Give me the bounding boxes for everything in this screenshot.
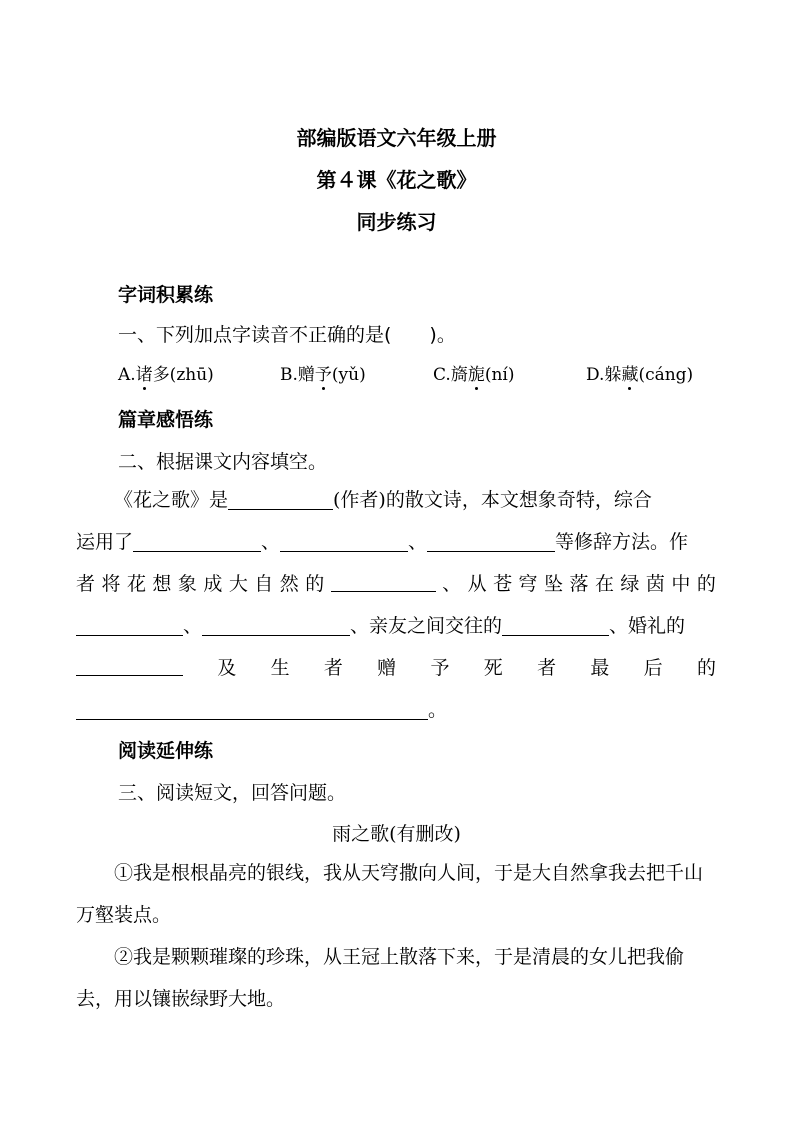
option-c-prefix: C.旖 (433, 365, 468, 385)
option-b-suffix: (yǔ) (331, 365, 366, 385)
fill-line-3 (76, 571, 716, 597)
option-a-dotted-char: 诸 (136, 360, 153, 385)
fill-line-2-text-a: 运用了 (76, 531, 134, 553)
fill-line-5-char: 及 (217, 657, 237, 679)
fill-line-5-char: 予 (430, 657, 450, 679)
passage-paragraph-1-text: ①我是根根晶亮的银线，我从天穹撒向人间，于是大自然拿我去把千山万壑装点。 (76, 862, 704, 926)
fill-line-2 (76, 529, 716, 555)
fill-line-3-char: 中 (671, 573, 691, 595)
option-c[interactable] (433, 360, 514, 385)
fill-line-3-char: 想 (152, 573, 172, 595)
fill-line-3-char: 在 (594, 573, 614, 595)
fill-line-5-char: 生 (270, 657, 290, 679)
metaphor-blank-5[interactable] (76, 655, 183, 676)
passage-paragraph-2 (76, 936, 716, 1020)
lesson-title: 第４课《花之歌》 (316, 168, 477, 192)
fill-line-3-char: 象 (177, 573, 197, 595)
metaphor-blank-1[interactable] (331, 571, 436, 592)
passage-paragraph-1 (76, 852, 716, 936)
fill-line-2-sep-1: 、 (261, 531, 281, 553)
fill-line-3-char: 茵 (645, 573, 665, 595)
fill-line-1-text-a: 《花之歌》是 (114, 489, 229, 511)
metaphor-blank-6[interactable] (76, 699, 428, 720)
fill-line-4-text-a: 、亲友之间交往的 (350, 615, 503, 637)
fill-line-3-char: 的 (305, 573, 325, 595)
option-b[interactable] (280, 360, 366, 385)
fill-line-4 (76, 613, 716, 639)
question-2: 二、根据课文内容填空。 (118, 451, 328, 473)
fill-line-3-char: 穹 (518, 573, 538, 595)
fill-line-3-char: 自 (254, 573, 274, 595)
option-a[interactable] (118, 360, 214, 385)
fill-line-3-char: 然 (279, 573, 299, 595)
fill-line-1-text-b: (作者)的散文诗，本文想象奇特，综合 (333, 489, 652, 511)
option-c-suffix: (ní) (484, 365, 515, 385)
fill-line-3-char: 绿 (620, 573, 640, 595)
fill-line-3-char: 从 (467, 573, 487, 595)
fill-line-3-char: 的 (696, 573, 716, 595)
fill-line-2-text-b: 等修辞方法。作 (555, 531, 689, 553)
question-1: 一、下列加点字读音不正确的是( )。 (118, 324, 456, 346)
option-b-prefix: B.赠 (280, 365, 315, 385)
metaphor-blank-3[interactable] (202, 615, 350, 636)
section-heading-vocabulary: 字词积累练 (118, 284, 214, 306)
option-d-suffix: (cáng) (638, 365, 694, 385)
option-a-prefix: A. (118, 365, 136, 385)
fill-line-3-char: 落 (569, 573, 589, 595)
passage-paragraph-2-text: ②我是颗颗璀璨的珍珠，从王冠上散落下来，于是清晨的女儿把我偷去，用以镶嵌绿野大地。 (76, 946, 685, 1010)
fill-line-5-char: 最 (590, 657, 610, 679)
fill-line-6-end: 。 (428, 699, 448, 721)
fill-line-6 (76, 697, 716, 723)
fill-line-3-char: 者 (76, 573, 96, 595)
author-blank[interactable] (228, 489, 333, 510)
fill-line-5-char: 赠 (377, 657, 397, 679)
option-c-dotted-char: 旎 (468, 360, 485, 385)
fill-line-5-char: 者 (537, 657, 557, 679)
fill-line-3-char: 成 (203, 573, 223, 595)
fill-line-5 (76, 655, 716, 681)
question-3: 三、阅读短文，回答问题。 (118, 782, 347, 804)
metaphor-blank-4[interactable] (502, 615, 609, 636)
option-d-prefix: D.躲 (586, 365, 622, 385)
section-heading-reading: 阅读延伸练 (118, 740, 214, 762)
fill-line-4-sep-1: 、 (183, 615, 203, 637)
option-b-dotted-char: 予 (315, 360, 332, 385)
fill-line-3-char: 花 (126, 573, 146, 595)
fill-line-2-sep-2: 、 (408, 531, 428, 553)
rhetoric-blank-1[interactable] (133, 531, 261, 552)
fill-line-1 (76, 487, 716, 513)
option-a-suffix: 多(zhū) (152, 365, 214, 385)
fill-line-5-char: 的 (696, 657, 716, 679)
fill-line-3-sep: 、 (442, 573, 462, 595)
fill-line-5-char: 死 (483, 657, 503, 679)
fill-line-3-char: 大 (228, 573, 248, 595)
worksheet-title: 部编版语文六年级上册 (296, 126, 497, 150)
section-heading-comprehension: 篇章感悟练 (118, 409, 214, 431)
metaphor-blank-2[interactable] (76, 615, 183, 636)
rhetoric-blank-2[interactable] (280, 531, 408, 552)
fill-line-4-text-b: 、婚礼的 (609, 615, 686, 637)
exercise-title: 同步练习 (356, 210, 437, 234)
fill-line-5-char: 者 (323, 657, 343, 679)
passage-title: 雨之歌(有删改) (332, 823, 461, 845)
rhetoric-blank-3[interactable] (427, 531, 555, 552)
fill-line-3-char: 苍 (493, 573, 513, 595)
fill-line-3-char: 坠 (544, 573, 564, 595)
option-d-dotted-char: 藏 (621, 360, 638, 385)
fill-line-5-char: 后 (643, 657, 663, 679)
option-d[interactable] (586, 360, 693, 385)
fill-line-3-char: 将 (101, 573, 121, 595)
